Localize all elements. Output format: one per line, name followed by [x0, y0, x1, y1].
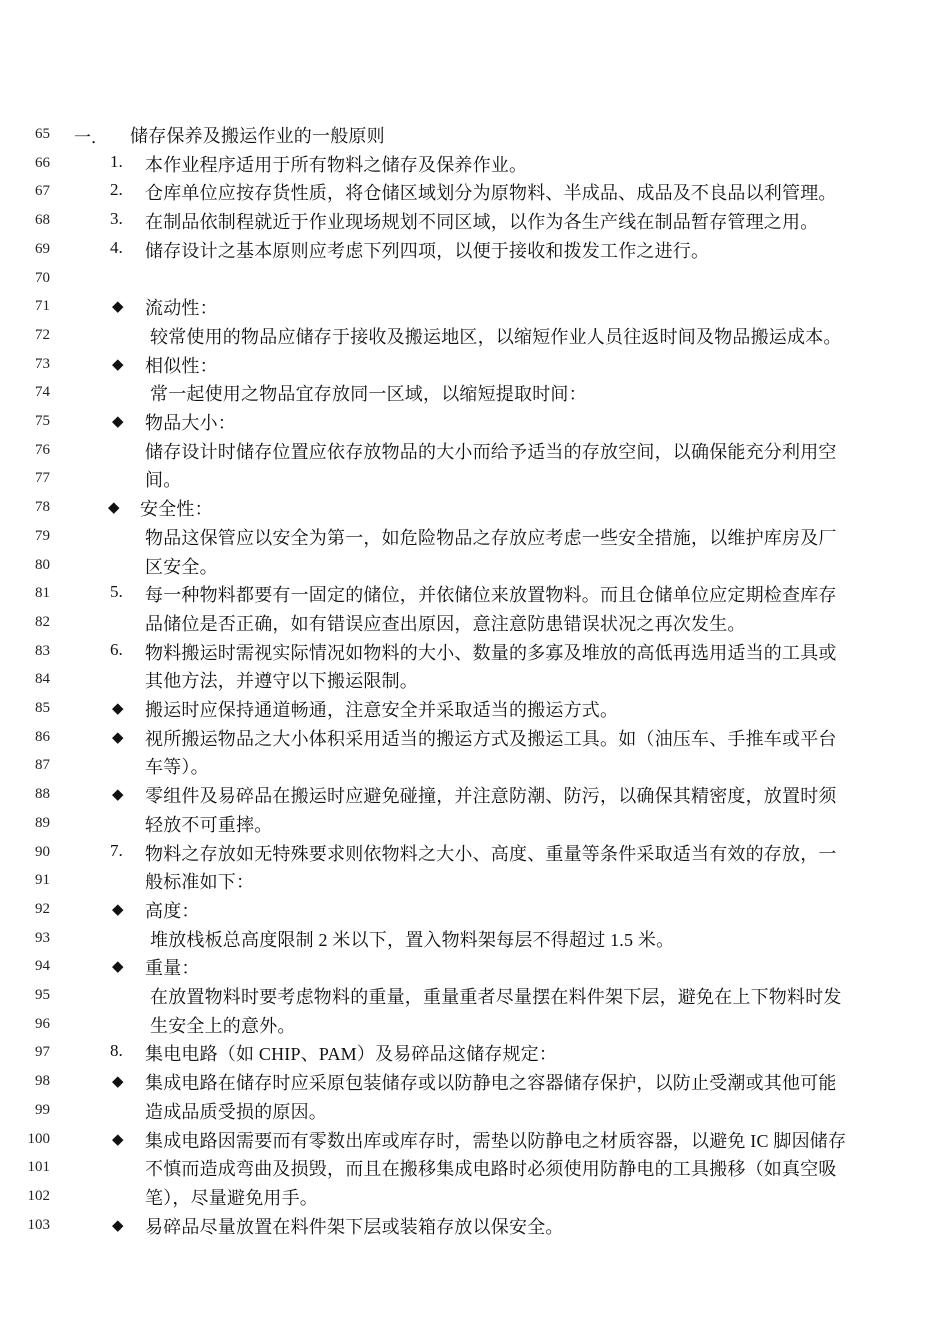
list-marker: 7.	[110, 840, 123, 860]
line-text: 集成电路因需要而有零数出库或库存时，需垫以防静电之材质容器，以避免 IC 脚因储存	[145, 1130, 847, 1151]
line-text: 视所搬运物品之大小体积采用适当的搬运方式及搬运工具。如（油压车、手推车或平台	[145, 728, 837, 749]
document-line	[0, 924, 950, 952]
line-text: 生安全上的意外。	[150, 1015, 296, 1036]
line-text: 在放置物料时要考虑物料的重量，重量重者尽量摆在料件架下层，避免在上下物料时发	[150, 987, 842, 1007]
bullet-diamond-icon: ◆	[112, 901, 124, 918]
line-text: 安全性：	[140, 499, 213, 520]
line-text: 般标准如下：	[145, 872, 255, 893]
document-line	[0, 809, 950, 837]
list-marker: 3.	[110, 209, 123, 229]
line-number: 73	[35, 355, 50, 372]
document-line	[0, 1067, 950, 1095]
document-line	[0, 264, 950, 292]
document-line	[0, 579, 950, 607]
document-line	[0, 637, 950, 665]
bullet-diamond-icon: ◆	[112, 701, 124, 717]
line-number: 71	[35, 298, 50, 315]
line-number: 69	[35, 240, 50, 257]
document-line	[0, 493, 950, 521]
document-line	[0, 952, 950, 980]
line-text: 较常使用的物品应储存于接收及搬运地区，以缩短作业人员往返时间及物品搬运成本。	[150, 326, 842, 347]
document-line	[0, 838, 950, 866]
line-text: 轻放不可重摔。	[145, 814, 273, 835]
line-number: 85	[35, 700, 50, 716]
line-text: 区安全。	[145, 556, 218, 577]
line-text: 不慎而造成弯曲及损毁，而且在搬移集成电路时必须使用防静电的工具搬移（如真空吸	[145, 1159, 837, 1180]
line-number: 88	[35, 786, 50, 803]
line-text: 重量：	[145, 958, 200, 979]
line-text: 物料搬运时需视实际情况如物料的大小、数量的多寡及堆放的高低再选用适当的工具或	[145, 642, 837, 663]
line-number: 94	[35, 958, 50, 975]
document-line	[0, 1096, 950, 1124]
document-line	[0, 866, 950, 894]
line-text: 常一起使用之物品宜存放同一区域，以缩短提取时间：	[150, 384, 587, 405]
document-line	[0, 235, 950, 263]
document-line	[0, 436, 950, 464]
line-text: 储存设计时储存位置应依存放物品的大小而给予适当的存放空间，以确保能充分利用空	[145, 441, 837, 462]
bullet-diamond-icon: ◆	[112, 1217, 124, 1234]
document-line	[0, 694, 950, 722]
line-text: 高度：	[145, 900, 200, 921]
list-marker: 8.	[110, 1041, 123, 1061]
document-line	[0, 321, 950, 349]
line-number: 83	[35, 642, 50, 659]
line-number: 79	[35, 527, 50, 544]
line-number: 102	[27, 1187, 50, 1204]
line-number: 87	[35, 757, 50, 774]
line-number: 90	[35, 843, 50, 860]
line-text: 堆放栈板总高度限制 2 米以下，置入物料架每层不得超过 1.5 米。	[150, 929, 675, 950]
line-text: 物料之存放如无特殊要求则依物料之大小、高度、重量等条件采取适当有效的存放，一	[145, 843, 837, 864]
line-text: 车等）。	[145, 757, 209, 778]
document-line	[0, 665, 950, 693]
document-line	[0, 1211, 950, 1239]
line-number: 76	[35, 441, 50, 458]
document-line	[0, 1010, 950, 1038]
document-line	[0, 751, 950, 779]
line-number: 95	[35, 987, 50, 1003]
bullet-diamond-icon: ◆	[112, 787, 124, 804]
line-number: 72	[35, 326, 50, 343]
line-number: 92	[35, 900, 50, 917]
document-line	[0, 780, 950, 808]
document-line	[0, 206, 950, 234]
document-line	[0, 120, 950, 148]
line-number: 77	[35, 470, 50, 487]
document-line	[0, 464, 950, 492]
line-text: 集成电路在储存时应采原包装储存或以防静电之容器储存保护，以防止受潮或其他可能	[145, 1073, 837, 1094]
line-text: 其他方法，并遵守以下搬运限制。	[145, 671, 418, 692]
line-number: 65	[35, 126, 50, 142]
line-number: 89	[35, 814, 50, 831]
line-number: 74	[35, 384, 50, 401]
line-number: 93	[35, 929, 50, 946]
document-line	[0, 350, 950, 378]
document-line	[0, 1125, 950, 1153]
line-number: 66	[35, 154, 50, 171]
document-line	[0, 149, 950, 177]
line-number: 101	[27, 1159, 50, 1176]
line-text: 仓库单位应按存货性质，将仓储区域划分为原物料、半成品、成品及不良品以利管理。	[145, 183, 837, 204]
line-text: 搬运时应保持通道畅通，注意安全并采取适当的搬运方式。	[145, 700, 619, 720]
line-number: 98	[35, 1073, 50, 1090]
document-line	[0, 981, 950, 1009]
line-number: 70	[35, 269, 50, 286]
line-number: 96	[35, 1015, 50, 1032]
line-text: 间。	[145, 470, 182, 491]
line-number: 103	[27, 1216, 50, 1233]
line-text: 物品大小：	[145, 413, 236, 433]
line-text: 每一种物料都要有一固定的储位，并依储位来放置物料。而且仓储单位应定期检查库存	[145, 585, 837, 606]
line-number: 67	[35, 183, 50, 200]
bullet-diamond-icon: ◆	[112, 1131, 124, 1148]
list-marker: 5.	[110, 582, 123, 602]
bullet-diamond-icon: ◆	[112, 959, 124, 976]
bullet-diamond-icon: ◆	[108, 500, 120, 517]
line-text: 流动性：	[145, 298, 218, 319]
line-number: 81	[35, 585, 50, 602]
document-line	[0, 1182, 950, 1210]
line-text: 储存设计之基本原则应考虑下列四项，以便于接收和拨发工作之进行。	[145, 240, 710, 261]
document-line	[0, 895, 950, 923]
line-number: 80	[35, 556, 50, 573]
line-text: 相似性：	[145, 355, 218, 376]
line-text: 易碎品尽量放置在料件架下层或装箱存放以保安全。	[145, 1216, 564, 1237]
line-text: 零组件及易碎品在搬运时应避免碰撞，并注意防潮、防污，以确保其精密度，放置时须	[145, 786, 837, 807]
line-number: 100	[27, 1130, 50, 1147]
document-line	[0, 407, 950, 435]
line-text: 在制品依制程就近于作业现场规划不同区域，以作为各生产线在制品暂存管理之用。	[145, 212, 819, 233]
bullet-diamond-icon: ◆	[112, 1074, 124, 1091]
list-marker: 一．	[74, 128, 108, 147]
section-heading: 储存保养及搬运作业的一般原则	[130, 126, 385, 146]
document-line	[0, 1038, 950, 1066]
document-line	[0, 723, 950, 751]
line-text: 造成品质受损的原因。	[145, 1101, 327, 1122]
line-text: 物品这保管应以安全为第一，如危险物品之存放应考虑一些安全措施，以维护库房及厂	[145, 527, 837, 548]
list-marker: 1.	[110, 151, 123, 171]
line-number: 84	[35, 671, 50, 688]
document-line	[0, 292, 950, 320]
document-line	[0, 1153, 950, 1181]
document-line	[0, 522, 950, 550]
line-number: 99	[35, 1101, 50, 1118]
document-line	[0, 378, 950, 406]
bullet-diamond-icon: ◆	[112, 729, 124, 746]
line-number: 82	[35, 613, 50, 630]
line-number: 97	[35, 1044, 50, 1061]
list-marker: 4.	[110, 237, 123, 257]
bullet-diamond-icon: ◆	[112, 356, 124, 373]
list-marker: 2.	[110, 180, 123, 200]
line-number: 91	[35, 872, 50, 889]
line-number: 75	[35, 413, 50, 429]
line-text: 集电电路（如 CHIP、PAM）及易碎品这储存规定：	[145, 1044, 558, 1065]
bullet-diamond-icon: ◆	[112, 414, 124, 430]
document-line	[0, 177, 950, 205]
bullet-diamond-icon: ◆	[112, 299, 124, 316]
line-text: 品储位是否正确，如有错误应查出原因，意注意防患错误状况之再次发生。	[145, 613, 746, 634]
line-text: 笔），尽量避免用手。	[145, 1187, 318, 1208]
document-line	[0, 551, 950, 579]
line-number: 86	[35, 728, 50, 745]
line-number: 78	[35, 499, 50, 516]
line-text: 本作业程序适用于所有物料之储存及保养作业。	[145, 154, 528, 175]
document-line	[0, 608, 950, 636]
list-marker: 6.	[110, 639, 123, 659]
line-number: 68	[35, 212, 50, 229]
